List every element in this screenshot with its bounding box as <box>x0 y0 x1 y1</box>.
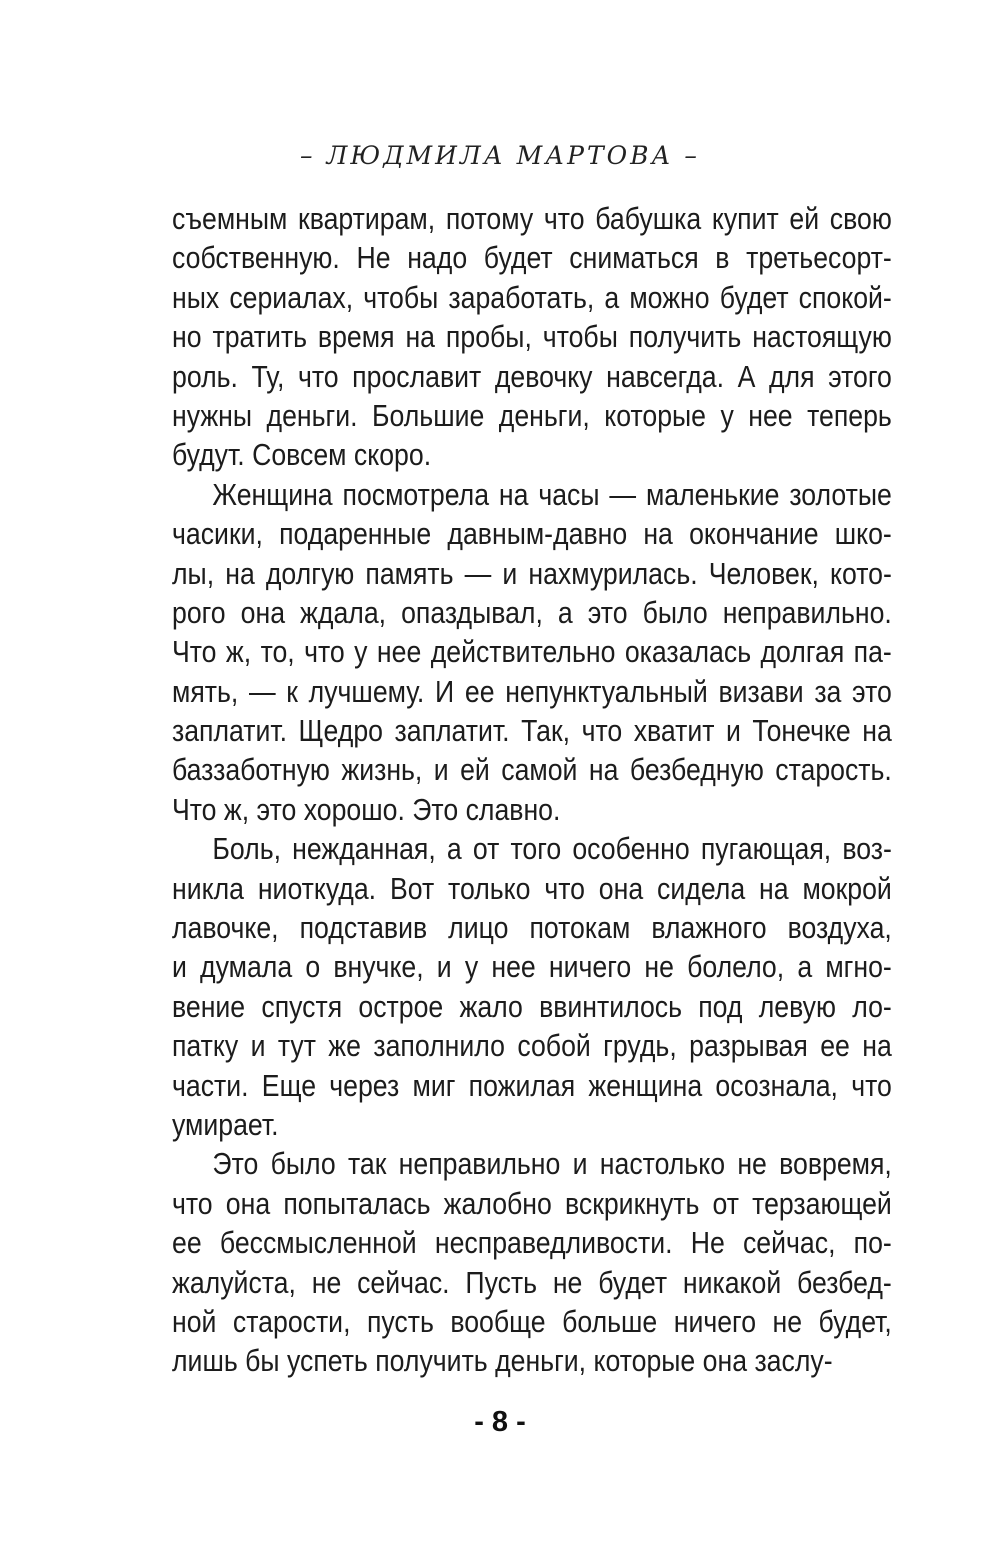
text-line: мять, — к лучшему. И ее непунктуальный визави за это <box>172 673 892 709</box>
running-head: – ЛЮДМИЛА МАРТОВА – <box>300 141 700 170</box>
text-line: рого она ждала, опаздывал, а это было неправильно. <box>172 594 892 630</box>
text-line: Что ж, это хорошо. Это славно. <box>172 791 561 827</box>
text-line: будут. Совсем скоро. <box>172 437 432 473</box>
text-line: баззаботную жизнь, и ей самой на безбедную старость. <box>172 752 892 788</box>
text-line: съемным квартирам, потому что бабушка купит ей свою <box>172 201 892 236</box>
text-line: лишь бы успеть получить деньги, которые она заслу- <box>172 1343 833 1379</box>
text-line: роль. Ту, что прославит девочку навсегда. А для этого <box>172 358 892 394</box>
text-line: лы, на долгую память — и нахмурилась. Человек, кото- <box>172 555 892 591</box>
text-line: вение спустя острое жало ввинтилось под левую ло- <box>172 988 892 1024</box>
text-line: Что ж, то, что у нее действительно оказалась долгая па- <box>172 634 892 670</box>
text-line: собственную. Не надо будет сниматься в третьесорт- <box>172 240 892 276</box>
text-line: части. Еще через миг пожилая женщина осознала, что <box>172 1067 892 1103</box>
page-number: - 8 - <box>474 1406 526 1438</box>
paragraph <box>172 475 892 830</box>
text-line: и думала о внучке, и у нее ничего не болело, а мгно- <box>172 949 892 985</box>
paragraph <box>172 829 892 1144</box>
text-line: заплатит. Щедро заплатит. Так, что хватит и Тонечке на <box>172 713 892 749</box>
paragraph <box>172 199 892 475</box>
text-line: Это было так неправильно и настолько не вовремя, <box>212 1146 892 1182</box>
text-line: ее бессмысленной несправедливости. Не сейчас, по- <box>172 1225 892 1261</box>
text-line: лавочке, подставив лицо потокам влажного воздуха, <box>172 910 892 946</box>
text-line: Женщина посмотрела на часы — маленькие золотые <box>212 476 892 512</box>
text-line: Боль, нежданная, а от того особенно пугающая, воз- <box>212 831 892 867</box>
text-line: умирает. <box>172 1106 279 1142</box>
text-line: никла ниоткуда. Вот только что она сидела на мокрой <box>172 870 892 906</box>
paragraph <box>172 1144 892 1380</box>
text-line: жалуйста, не сейчас. Пусть не будет никакой безбед- <box>172 1264 892 1300</box>
text-line: часики, подаренные давным-давно на окончание шко- <box>172 516 892 552</box>
text-line: что она попыталась жалобно вскрикнуть от терзающей <box>172 1185 892 1221</box>
text-line: ной старости, пусть вообще больше ничего не будет, <box>172 1303 892 1339</box>
text-line: но тратить время на пробы, чтобы получить настоящую <box>172 319 892 355</box>
body-text <box>172 199 892 1381</box>
text-line: ных сериалах, чтобы заработать, а можно будет спокой- <box>172 279 892 315</box>
text-line: нужны деньги. Большие деньги, которые у нее теперь <box>172 397 892 433</box>
text-line: патку и тут же заполнило собой грудь, разрывая ее на <box>172 1028 892 1064</box>
